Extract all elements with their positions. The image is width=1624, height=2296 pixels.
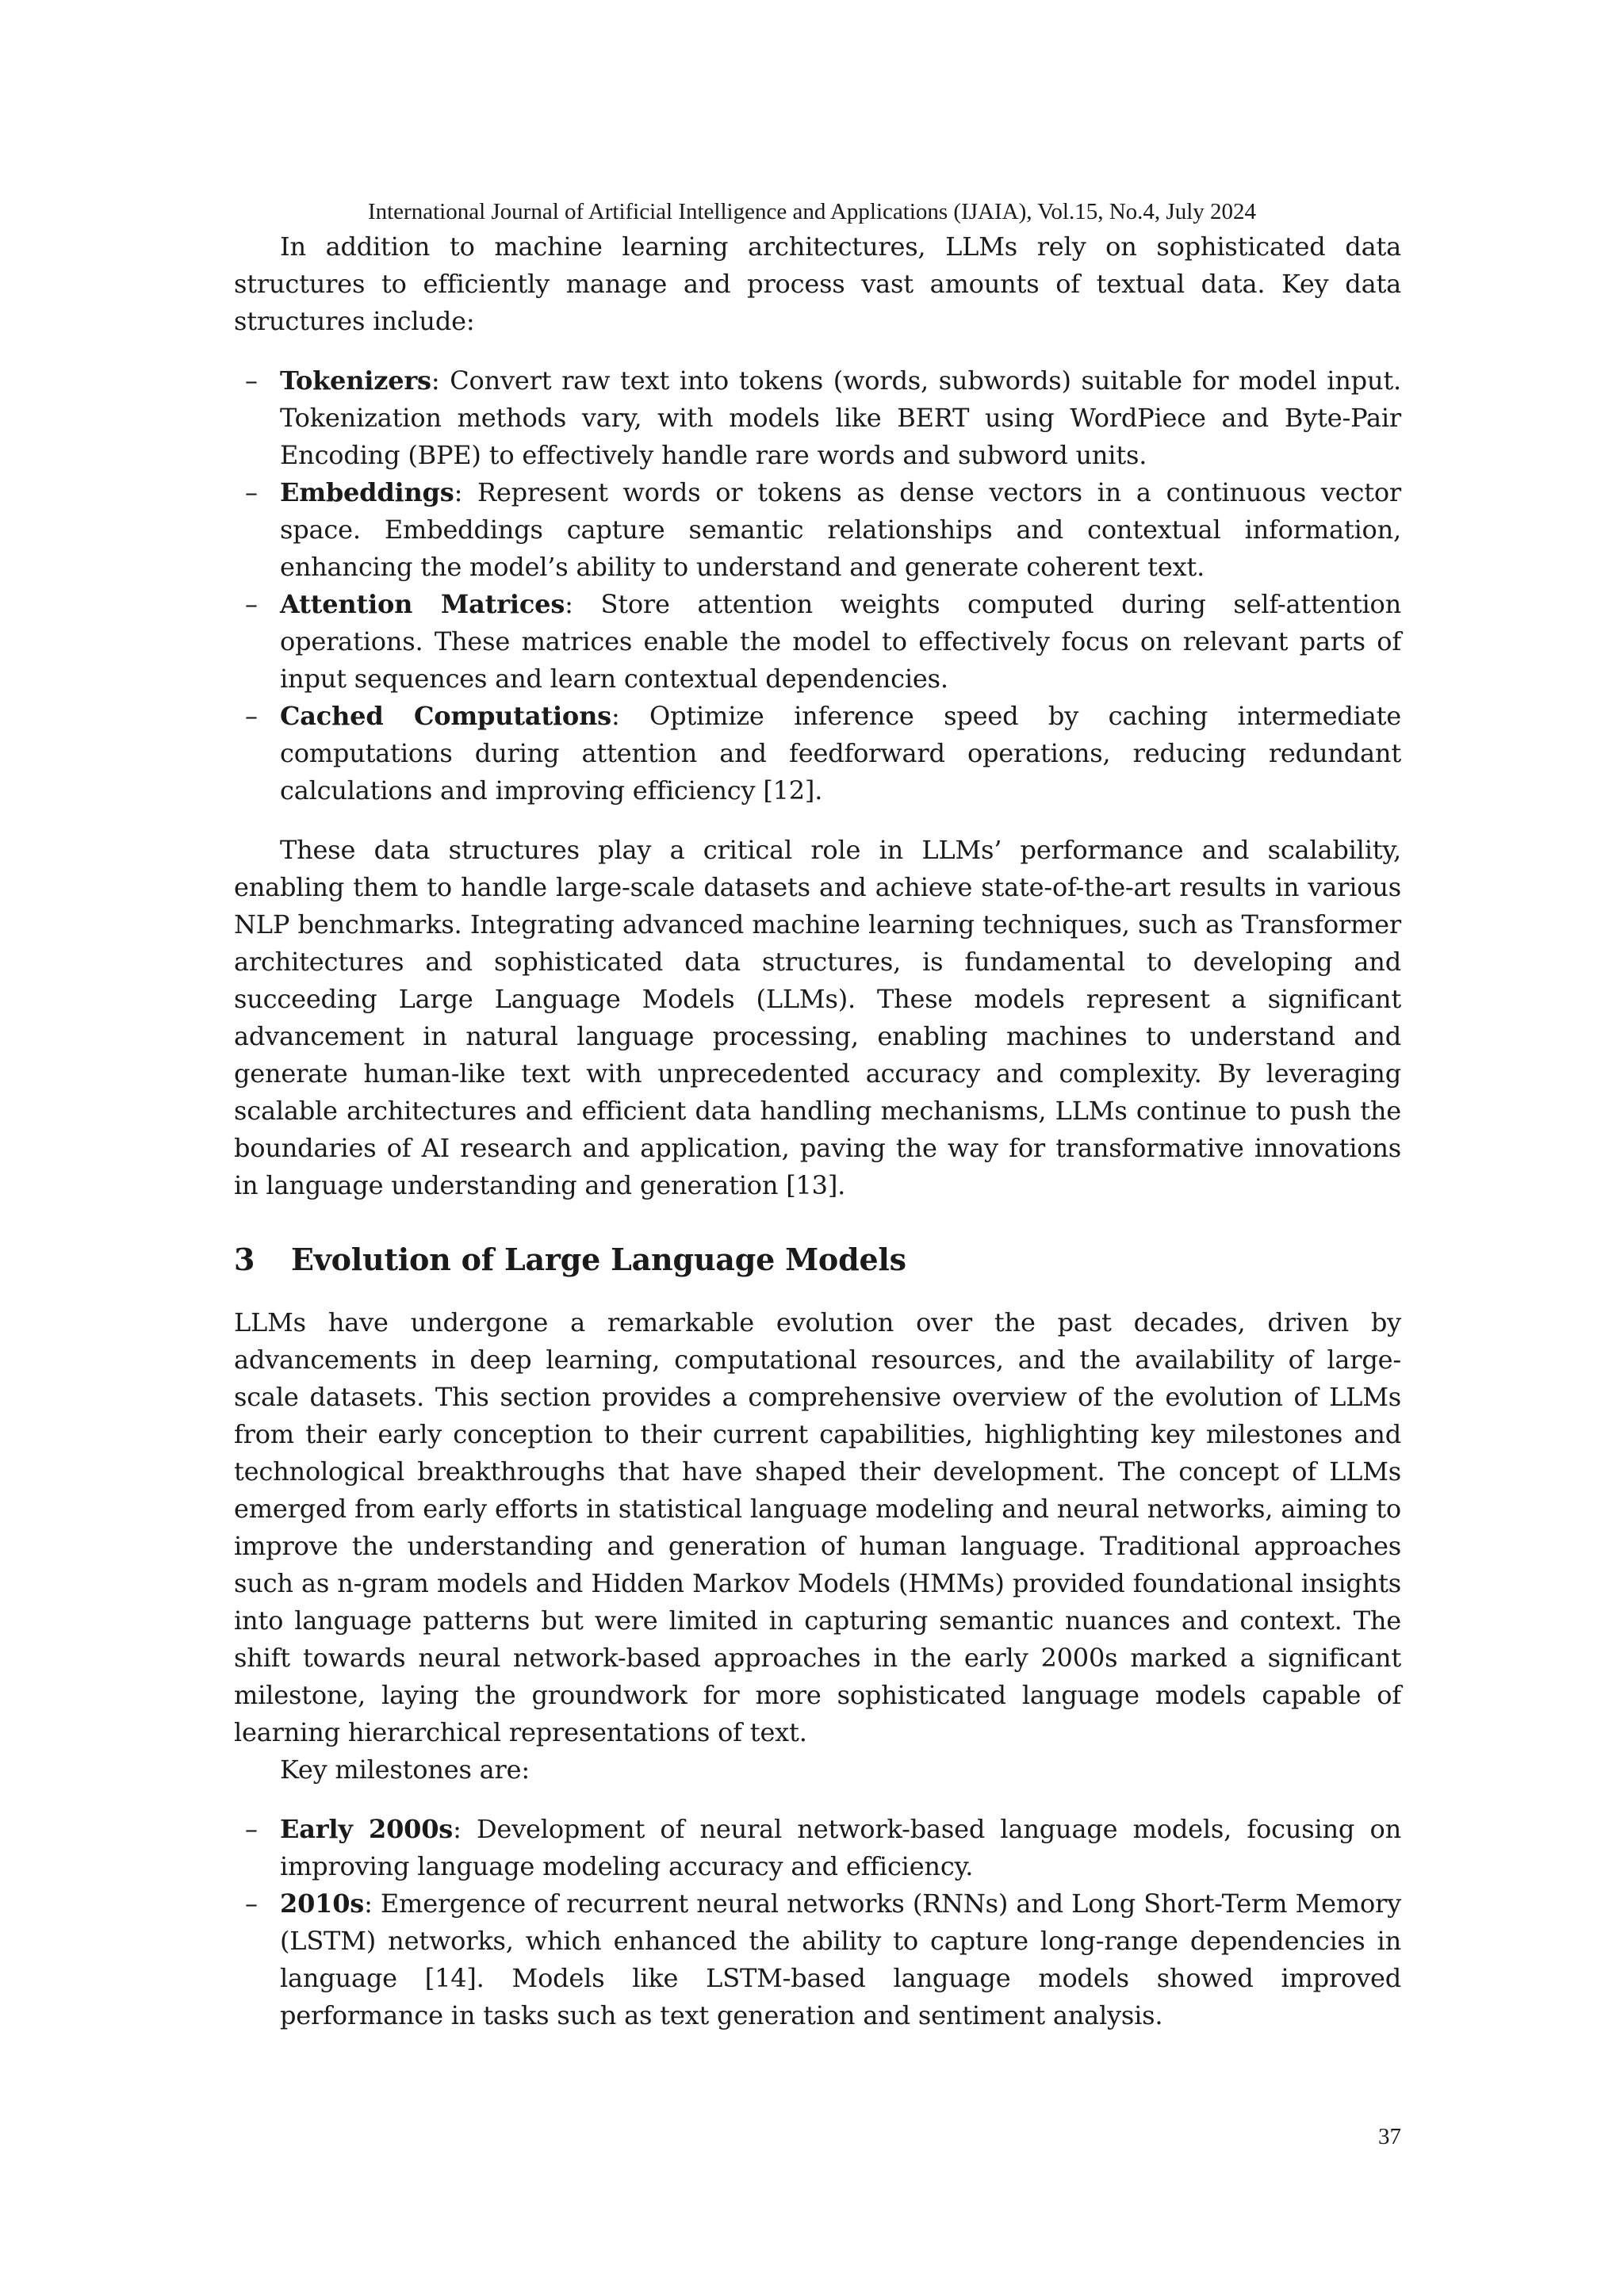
list-item [234,362,1401,474]
dash-bullet: – [245,477,258,507]
main-content [234,228,1401,2034]
data-structures-list [234,362,1401,809]
summary-paragraph: These data structures play a critical role in LLMs’ performance and scalability, enabling them to handle large-scale datasets and achieve state-of-the-art results in various NLP benchmarks. Integrating advanced machine learning techniques, such as Transformer architectures and sophisticated data structures, is fundamental to developing and succeeding Large Language Models (LLMs). These models represent a significant advancement in natural language processing, enabling machines to understand and generate human-like text with unprecedented accuracy and complexity. By leveraging scalable architectures and efficient data handling mechanisms, LLMs continue to push the boundaries of AI research and application, paving the way for transformative innovations in language understanding and generation [13]. [234,835,1401,1200]
dash-bullet: – [245,365,258,396]
list-item [234,1811,1401,1885]
dash-bullet: – [245,701,258,731]
list-item-text: : Convert raw text into tokens (words, subwords) suitable for model input. Tokenization methods vary, with models like BERT using WordPiece and Byte-Pair Encoding (BPE) to effectively handle rare words and subword units. [280,365,1401,470]
dash-bullet: – [245,1814,258,1844]
list-item [234,586,1401,698]
list-item [234,474,1401,586]
list-item-term: 2010s [280,1888,365,1919]
intro-paragraph: In addition to machine learning architectures, LLMs rely on sophisticated data structures to efficiently manage and process vast amounts of textual data. Key data structures include: [234,232,1401,336]
list-item-term: Embeddings [280,477,454,507]
list-item [234,698,1401,809]
list-item-term: Cached Computations [280,701,611,731]
section-paragraph: LLMs have undergone a remarkable evolution over the past decades, driven by advancements in deep learning, computational resources, and the availability of large-scale datasets. This section provides a comprehensive overview of the evolution of LLMs from their early conception to their current capabilities, highlighting key milestones and technological breakthroughs that have shaped their development. The concept of LLMs emerged from early efforts in statistical language modeling and neural networks, aiming to improve the understanding and generation of human language. Traditional approaches such as n-gram models and Hidden Markov Models (HMMs) provided foundational insights into language patterns but were limited in capturing semantic nuances and context. The shift towards neural network-based approaches in the early 2000s marked a significant milestone, laying the groundwork for more sophisticated language models capable of learning hierarchical representations of text. [234,1307,1401,1747]
section-heading [234,1238,1401,1282]
list-item [234,1885,1401,2034]
list-item-term: Early 2000s [280,1814,454,1844]
section-title: Evolution of Large Language Models [291,1242,906,1277]
list-item-text: : Emergence of recurrent neural networks (RNNs) and Long Short-Term Memory (LSTM) networks, which enhanced the ability to capture long-range dependencies in language [14]. Models like LSTM-based language models showed improved performance in tasks such as text generation and sentiment analysis. [280,1888,1401,2030]
milestones-intro: Key milestones are: [280,1755,530,1785]
section-number: 3 [234,1242,255,1277]
dash-bullet: – [245,589,258,619]
dash-bullet: – [245,1888,258,1919]
list-item-term: Attention Matrices [280,589,565,619]
list-item-text: : Represent words or tokens as dense vectors in a continuous vector space. Embeddings capture semantic relationships and contextual information, enhancing the model’s ability to understand and generate coherent text. [280,477,1401,582]
page-number: 37 [1378,2124,1401,2149]
list-item-text: : Store attention weights computed during self-attention operations. These matrices enable the model to effectively focus on relevant parts of input sequences and learn contextual dependencies. [280,589,1401,694]
list-item-text: : Optimize inference speed by caching intermediate computations during attention and feedforward operations, reducing redundant calculations and improving efficiency [12]. [280,701,1401,806]
running-header: International Journal of Artificial Intelligence and Applications (IJAIA), Vol.15, No.4, July 2024 [367,199,1257,224]
list-item-term: Tokenizers [280,365,431,396]
list-item-text: : Development of neural network-based language models, focusing on improving language modeling accuracy and efficiency. [280,1814,1401,1881]
milestones-list [234,1811,1401,2034]
